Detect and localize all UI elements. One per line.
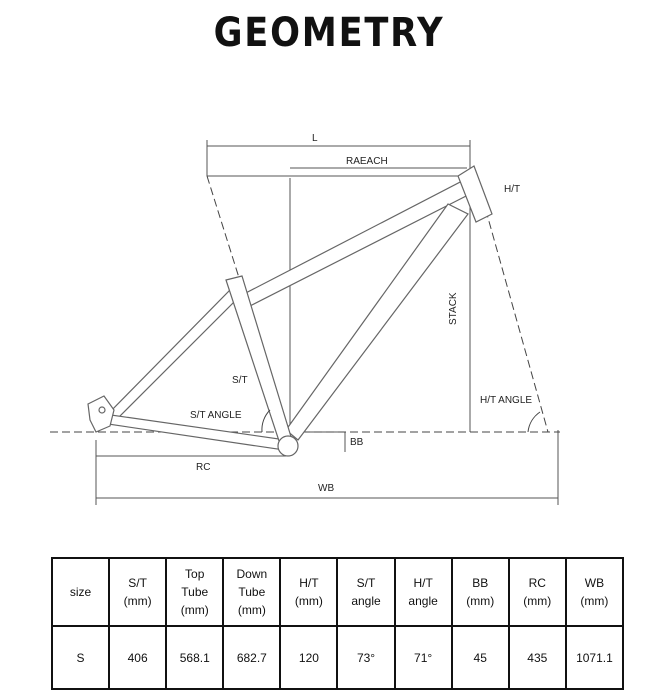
label-st-angle: S/T ANGLE bbox=[190, 410, 242, 421]
label-wb: WB bbox=[318, 483, 335, 494]
label-ht-angle: H/T ANGLE bbox=[480, 395, 533, 406]
label-reach: RAEACH bbox=[346, 156, 388, 167]
cell-ht: 120 bbox=[280, 626, 337, 689]
rear-dropout bbox=[88, 396, 114, 432]
cell-ht-angle: 71° bbox=[395, 626, 452, 689]
label-ht: H/T bbox=[504, 184, 521, 195]
header-st: S/T (mm) bbox=[109, 558, 166, 626]
st-angle-arc bbox=[262, 410, 270, 432]
header-size: size bbox=[52, 558, 109, 626]
header-bb: BB (mm) bbox=[452, 558, 509, 626]
geometry-table bbox=[51, 557, 624, 690]
label-stack: STACK bbox=[448, 292, 459, 325]
header-st-angle: S/T angle bbox=[337, 558, 394, 626]
header-wb: WB (mm) bbox=[566, 558, 623, 626]
cell-down-tube: 682.7 bbox=[223, 626, 280, 689]
header-down-tube: Down Tube (mm) bbox=[223, 558, 280, 626]
label-bb: BB bbox=[350, 437, 364, 448]
label-st: S/T bbox=[232, 375, 248, 386]
cell-wb: 1071.1 bbox=[566, 626, 623, 689]
label-l: L bbox=[312, 133, 318, 144]
header-top-tube: Top Tube (mm) bbox=[166, 558, 223, 626]
table-row bbox=[52, 626, 623, 689]
header-ht-angle: H/T angle bbox=[395, 558, 452, 626]
header-ht: H/T (mm) bbox=[280, 558, 337, 626]
bottom-bracket bbox=[278, 436, 298, 456]
cell-bb: 45 bbox=[452, 626, 509, 689]
cell-st-angle: 73° bbox=[337, 626, 394, 689]
cell-size: S bbox=[52, 626, 109, 689]
cell-rc: 435 bbox=[509, 626, 566, 689]
cell-top-tube: 568.1 bbox=[166, 626, 223, 689]
seat-stay bbox=[104, 290, 238, 424]
label-rc: RC bbox=[196, 462, 211, 473]
table-header-row bbox=[52, 558, 623, 626]
cell-st: 406 bbox=[109, 626, 166, 689]
page-title: GEOMETRY bbox=[213, 10, 445, 56]
header-rc: RC (mm) bbox=[509, 558, 566, 626]
ht-angle-arc bbox=[528, 412, 540, 432]
